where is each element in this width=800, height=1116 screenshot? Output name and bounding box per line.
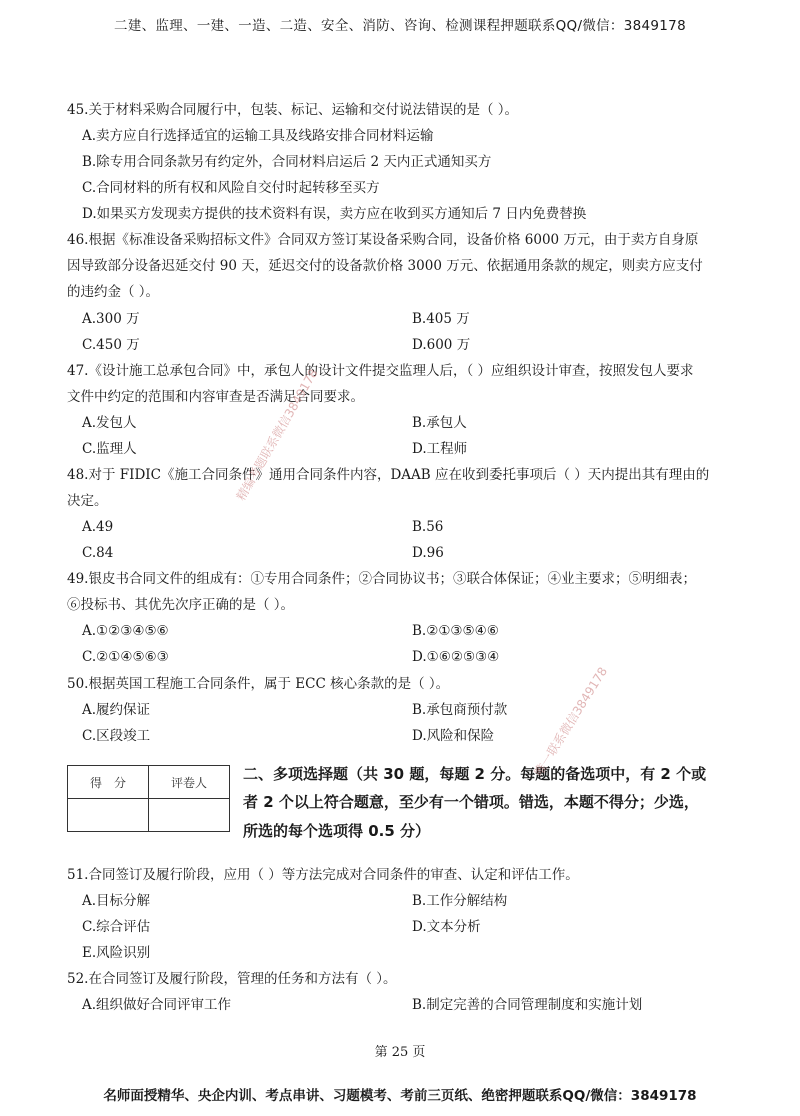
watermark-2: 唯一联系微信3849178 (531, 664, 611, 779)
question-52-option-b: B.制定完善的合同管理制度和实施计划 (412, 997, 643, 1013)
section-2-title-line-3: 所选的每个选项得 0.5 分） (243, 822, 431, 840)
question-50-stem: 50.根据英国工程施工合同条件，属于 ECC 核心条款的是（ ）。 (67, 676, 450, 692)
question-45-option-b: B.除专用合同条款另有约定外，合同材料启运后 2 天内正式通知买方 (82, 154, 492, 170)
question-46-stem-line-1: 46.根据《标准设备采购招标文件》合同双方签订某设备采购合同，设备价格 6000 万元，由于卖方自身原 (67, 232, 699, 248)
grader-cell (149, 799, 230, 832)
question-45-option-a: A.卖方应自行选择适宜的运输工具及线路安排合同材料运输 (82, 128, 434, 144)
question-46-option-a: A.300 万 (82, 311, 140, 327)
question-48-option-a: A.49 (82, 519, 114, 535)
question-50-option-a: A.履约保证 (82, 702, 151, 718)
page-number: 第 25 页 (374, 1045, 426, 1060)
question-51-option-c: C.综合评估 (82, 919, 151, 935)
question-46-stem-line-3: 的违约金（ ）。 (67, 284, 160, 300)
question-50-option-d: D.风险和保险 (412, 728, 495, 744)
question-49-option-d: D.①⑥②⑤③④ (412, 649, 500, 665)
question-51-stem: 51.合同签订及履行阶段，应用（ ）等方法完成对合同条件的审查、认定和评估工作。 (67, 867, 579, 883)
watermark-1: 精编考题联系微信3849178 (233, 366, 321, 503)
question-46-option-b: B.405 万 (412, 311, 470, 327)
question-50-option-b: B.承包商预付款 (412, 702, 508, 718)
score-table (67, 765, 230, 832)
grader-label: 评卷人 (149, 766, 230, 799)
question-47-stem-line-1: 47.《设计施工总承包合同》中，承包人的设计文件提交监理人后，（ ）应组织设计审查，按照发包人要求 (67, 363, 694, 379)
question-47-option-a: A.发包人 (82, 415, 137, 431)
question-46-stem-line-2: 因导致部分设备迟延交付 90 天，延迟交付的设备款价格 3000 万元、依据通用条款的规定，则卖方应支付 (67, 258, 703, 274)
question-51-option-e: E.风险识别 (82, 945, 151, 961)
question-45-stem: 45.关于材料采购合同履行中，包装、标记、运输和交付说法错误的是（ ）。 (67, 102, 519, 118)
question-48-option-d: D.96 (412, 545, 444, 561)
question-49-option-a: A.①②③④⑤⑥ (82, 623, 169, 639)
page-footer: 名师面授精华、央企内训、考点串讲、习题模考、考前三页纸、绝密押题联系QQ/微信：3849178 (103, 1088, 697, 1104)
question-52-stem: 52.在合同签订及履行阶段，管理的任务和方法有（ ）。 (67, 971, 397, 987)
score-cell (68, 799, 149, 832)
question-49-stem-line-2: ⑥投标书、其优先次序正确的是（ ）。 (67, 597, 295, 613)
score-label: 得 分 (68, 766, 149, 799)
question-49-stem-line-1: 49.银皮书合同文件的组成有：①专用合同条件；②合同协议书；③联合体保证；④业主要求；⑤明细表； (67, 571, 696, 587)
section-2-title-line-1: 二、多项选择题（共 30 题，每题 2 分。每题的备选项中，有 2 个或 (243, 765, 707, 783)
question-52-option-a: A.组织做好合同评审工作 (82, 997, 232, 1013)
question-47-stem-line-2: 文件中约定的范围和内容审查是否满足合同要求。 (67, 389, 364, 405)
section-2-title-line-2: 者 2 个以上符合题意，至少有一个错项。错选，本题不得分；少选， (243, 793, 699, 811)
question-49-option-c: C.②①④⑤⑥③ (82, 649, 169, 665)
question-48-stem-line-2: 决定。 (67, 493, 108, 509)
question-51-option-b: B.工作分解结构 (412, 893, 508, 909)
question-51-option-d: D.文本分析 (412, 919, 481, 935)
question-50-option-c: C.区段竣工 (82, 728, 151, 744)
question-45-option-c: C.合同材料的所有权和风险自交付时起转移至买方 (82, 180, 380, 196)
question-46-option-d: D.600 万 (412, 337, 471, 353)
question-47-option-c: C.监理人 (82, 441, 137, 457)
question-45-option-d: D.如果买方发现卖方提供的技术资料有误，卖方应在收到买方通知后 7 日内免费替换 (82, 206, 587, 222)
question-51-option-a: A.目标分解 (82, 893, 151, 909)
question-47-option-b: B.承包人 (412, 415, 467, 431)
question-48-option-c: C.84 (82, 545, 114, 561)
page-header: 二建、监理、一建、一造、二造、安全、消防、咨询、检测课程押题联系QQ/微信：3849178 (114, 18, 686, 34)
question-48-stem-line-1: 48.对于 FIDIC《施工合同条件》通用合同条件内容，DAAB 应在收到委托事项后（ ）天内提出其有理由的 (67, 467, 710, 483)
question-49-option-b: B.②①③⑤④⑥ (412, 623, 499, 639)
question-46-option-c: C.450 万 (82, 337, 140, 353)
question-47-option-d: D.工程师 (412, 441, 468, 457)
question-48-option-b: B.56 (412, 519, 444, 535)
